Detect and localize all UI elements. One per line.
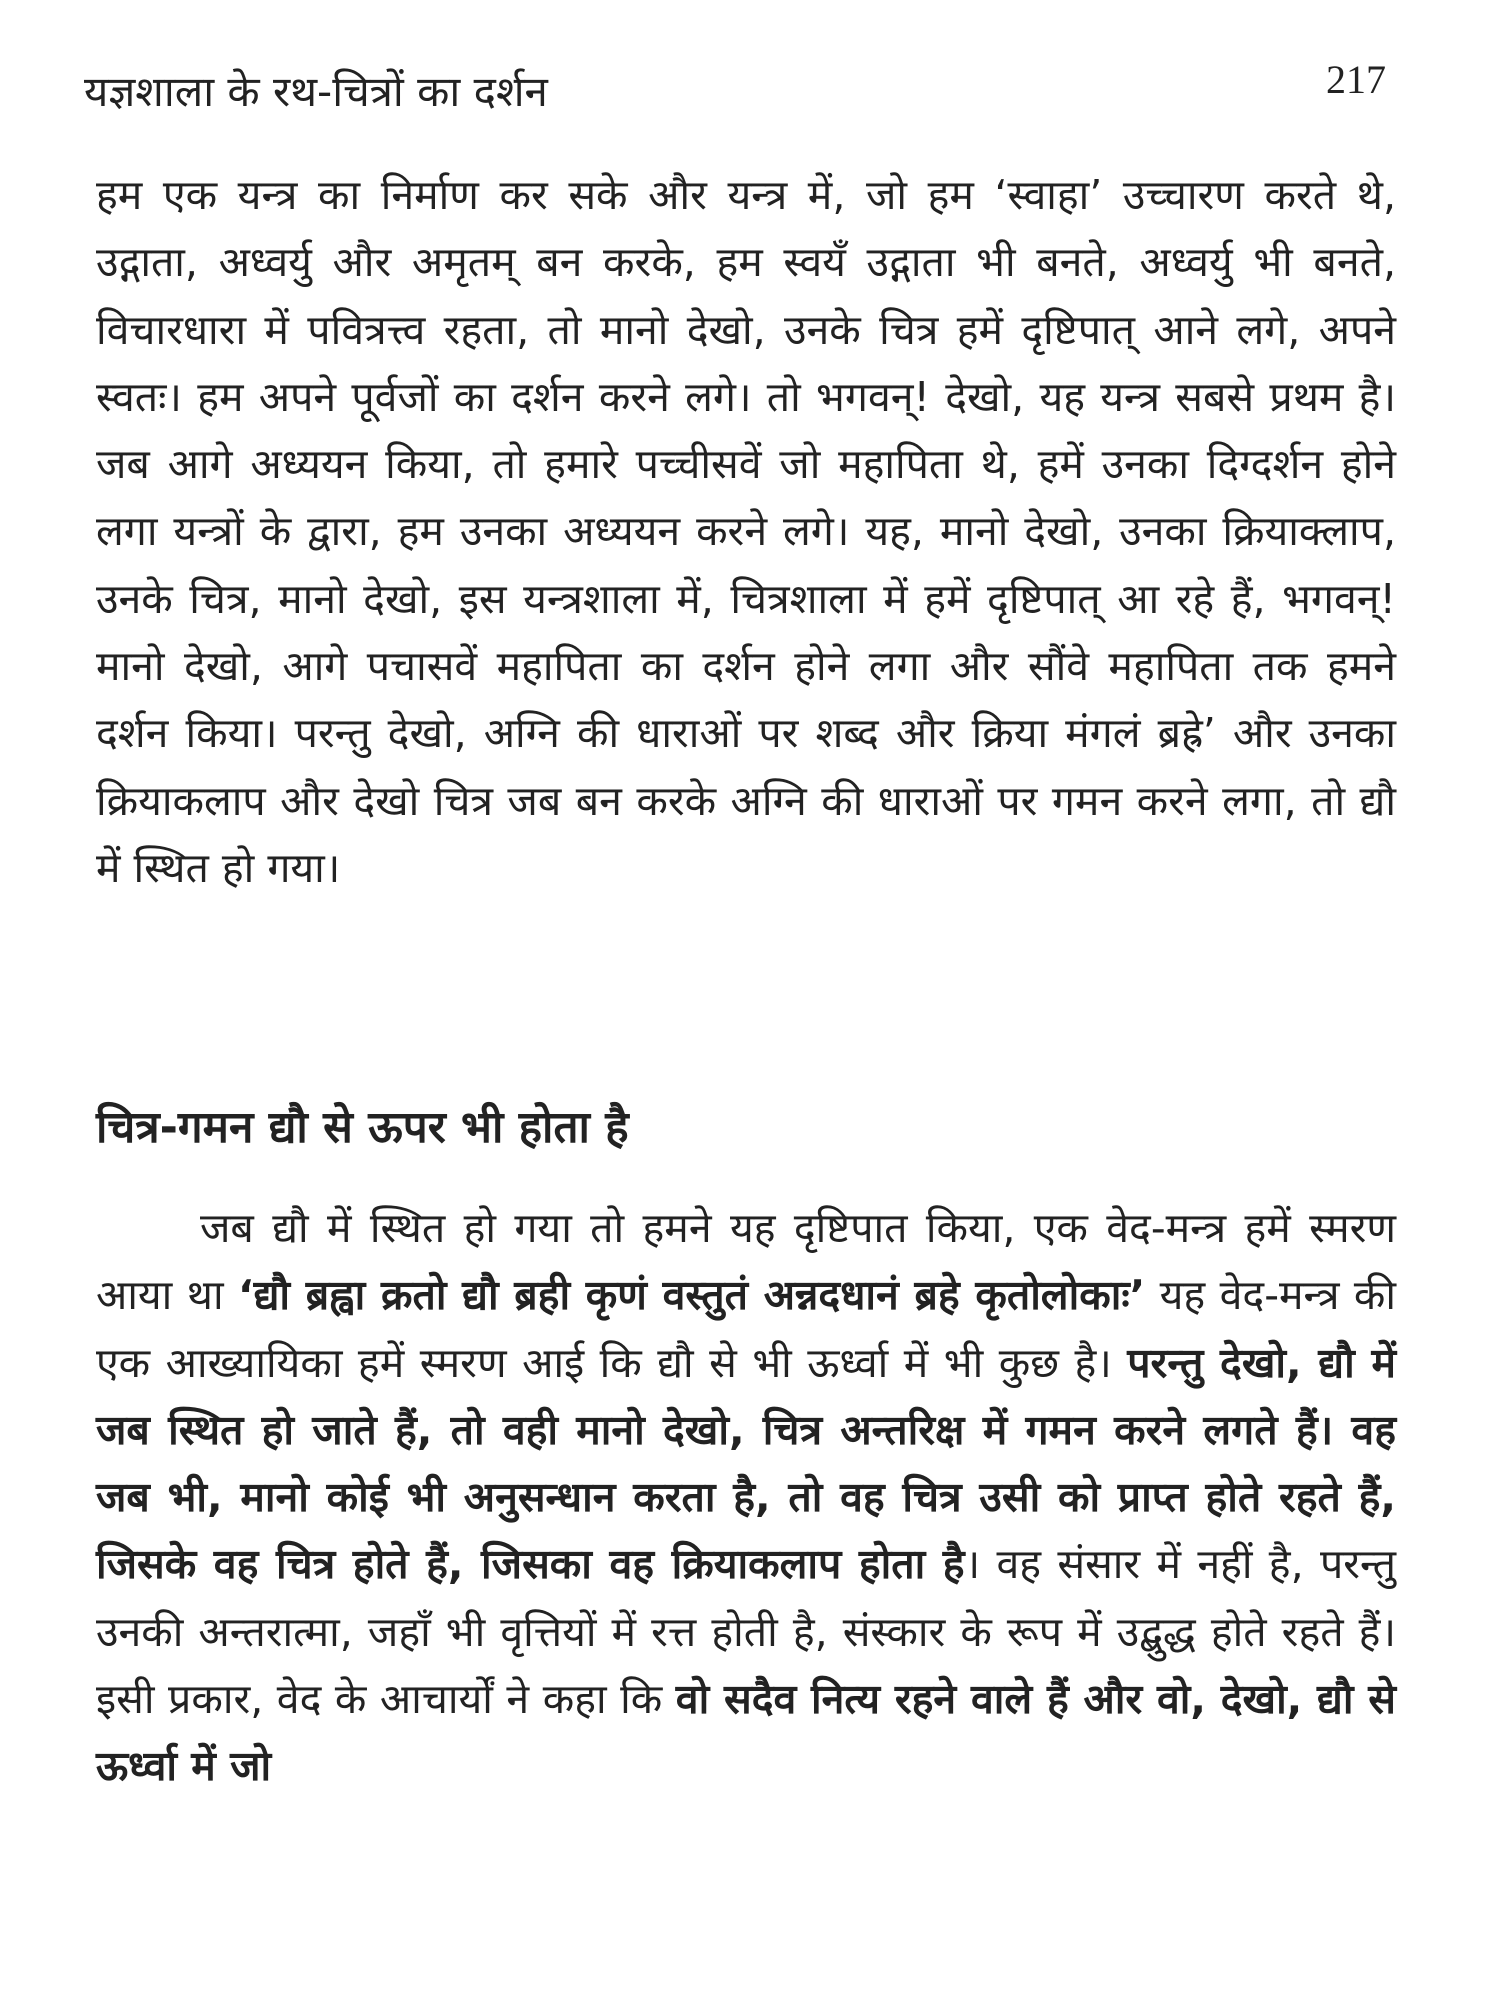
- section-heading: चित्र-गमन द्यौ से ऊपर भी होता है: [96, 1102, 629, 1153]
- paragraph-2-text-1: जब द्यौ में स्थित हो गया तो हमने यह दृष्टिपात किया, एक वेद-मन्त्र हमें स्मरण आया था: [96, 1204, 1396, 1320]
- page-number: 217: [1326, 57, 1386, 102]
- paragraph-2-bold-2: वो सदैव नित्य रहने वाले हैं और वो, देखो, द्यौ से ऊर्ध्वा में जो: [96, 1675, 1396, 1791]
- running-head: यज्ञशाला के रथ-चित्रों का दर्शन: [84, 67, 548, 116]
- paragraph-1: हम एक यन्त्र का निर्माण कर सके और यन्त्र में, जो हम ‘स्वाहा’ उच्चारण करते थे, उद्गाता, अध्वर्यु और अमृतम् बन करके, हम स्वयँ उद्गाता भी बनते, अध्वर्यु भी बनते, विचारधारा में पवित्रत्त्व रहता, तो मानो देखो, उनके चित्र हमें दृष्टिपात् आने लगे, अपने स्वतः। हम अपने पूर्वजों का दर्शन करने लगे। तो भगवन्! देखो, यह यन्त्र सबसे प्रथम है। जब आगे अध्ययन किया, तो हमारे पच्चीसवें जो महापिता थे, हमें उनका दिग्दर्शन होने लगा यन्त्रों के द्वारा, हम उनका अध्ययन करने लगे। यह, मानो देखो, उनका क्रियाक्लाप, उनके चित्र, मानो देखो, इस यन्त्रशाला में, चित्रशाला में हमें दृष्टिपात् आ रहे हैं, भगवन्! मानो देखो, आगे पचासवें महापिता का दर्शन होने लगा और सौंवे महापिता तक हमने दर्शन किया। परन्तु देखो, अग्नि की धाराओं पर शब्द और क्रिया मंगलं ब्रह्रे’ और उनका क्रियाकलाप और देखो चित्र जब बन करके अग्नि की धाराओं पर गमन करने लगा, तो द्यौ में स्थित हो गया।: [96, 171, 1396, 892]
- paragraph-2-bold-1: परन्तु देखो, द्यौ में जब स्थित हो जाते हैं, तो वही मानो देखो, चित्र अन्तरिक्ष में गमन करने लगते हैं। वह जब भी, मानो कोई भी अनुसन्धान करता है, तो वह चित्र उसी को प्राप्त होते रहते हैं, जिसके वह चित्र होते हैं, जिसका वह क्रियाकलाप होता है: [96, 1338, 1396, 1589]
- paragraph-2: [96, 1195, 1396, 1801]
- paragraph-2-text-2: यह वेद-मन्त्र की एक आख्यायिका हमें स्मरण आई कि द्यौ से भी ऊर्ध्वा में भी कुछ है।: [96, 1271, 1397, 1387]
- paragraph-2-text-3: । वह संसार में नहीं है, परन्तु उनकी अन्तरात्मा, जहाँ भी वृत्तियों में रत्त होती है, संस्कार के रूप में उद्बुद्ध होते रहते हैं। इसी प्रकार, वेद के आचार्यों ने कहा कि: [96, 1540, 1396, 1724]
- vedic-mantra-quote: ‘द्यौ ब्रह्वा क्रतो द्यौ ब्रही कृणं वस्तुतं अन्नदधानं ब्रहे कृतोलोकाः’: [238, 1271, 1146, 1320]
